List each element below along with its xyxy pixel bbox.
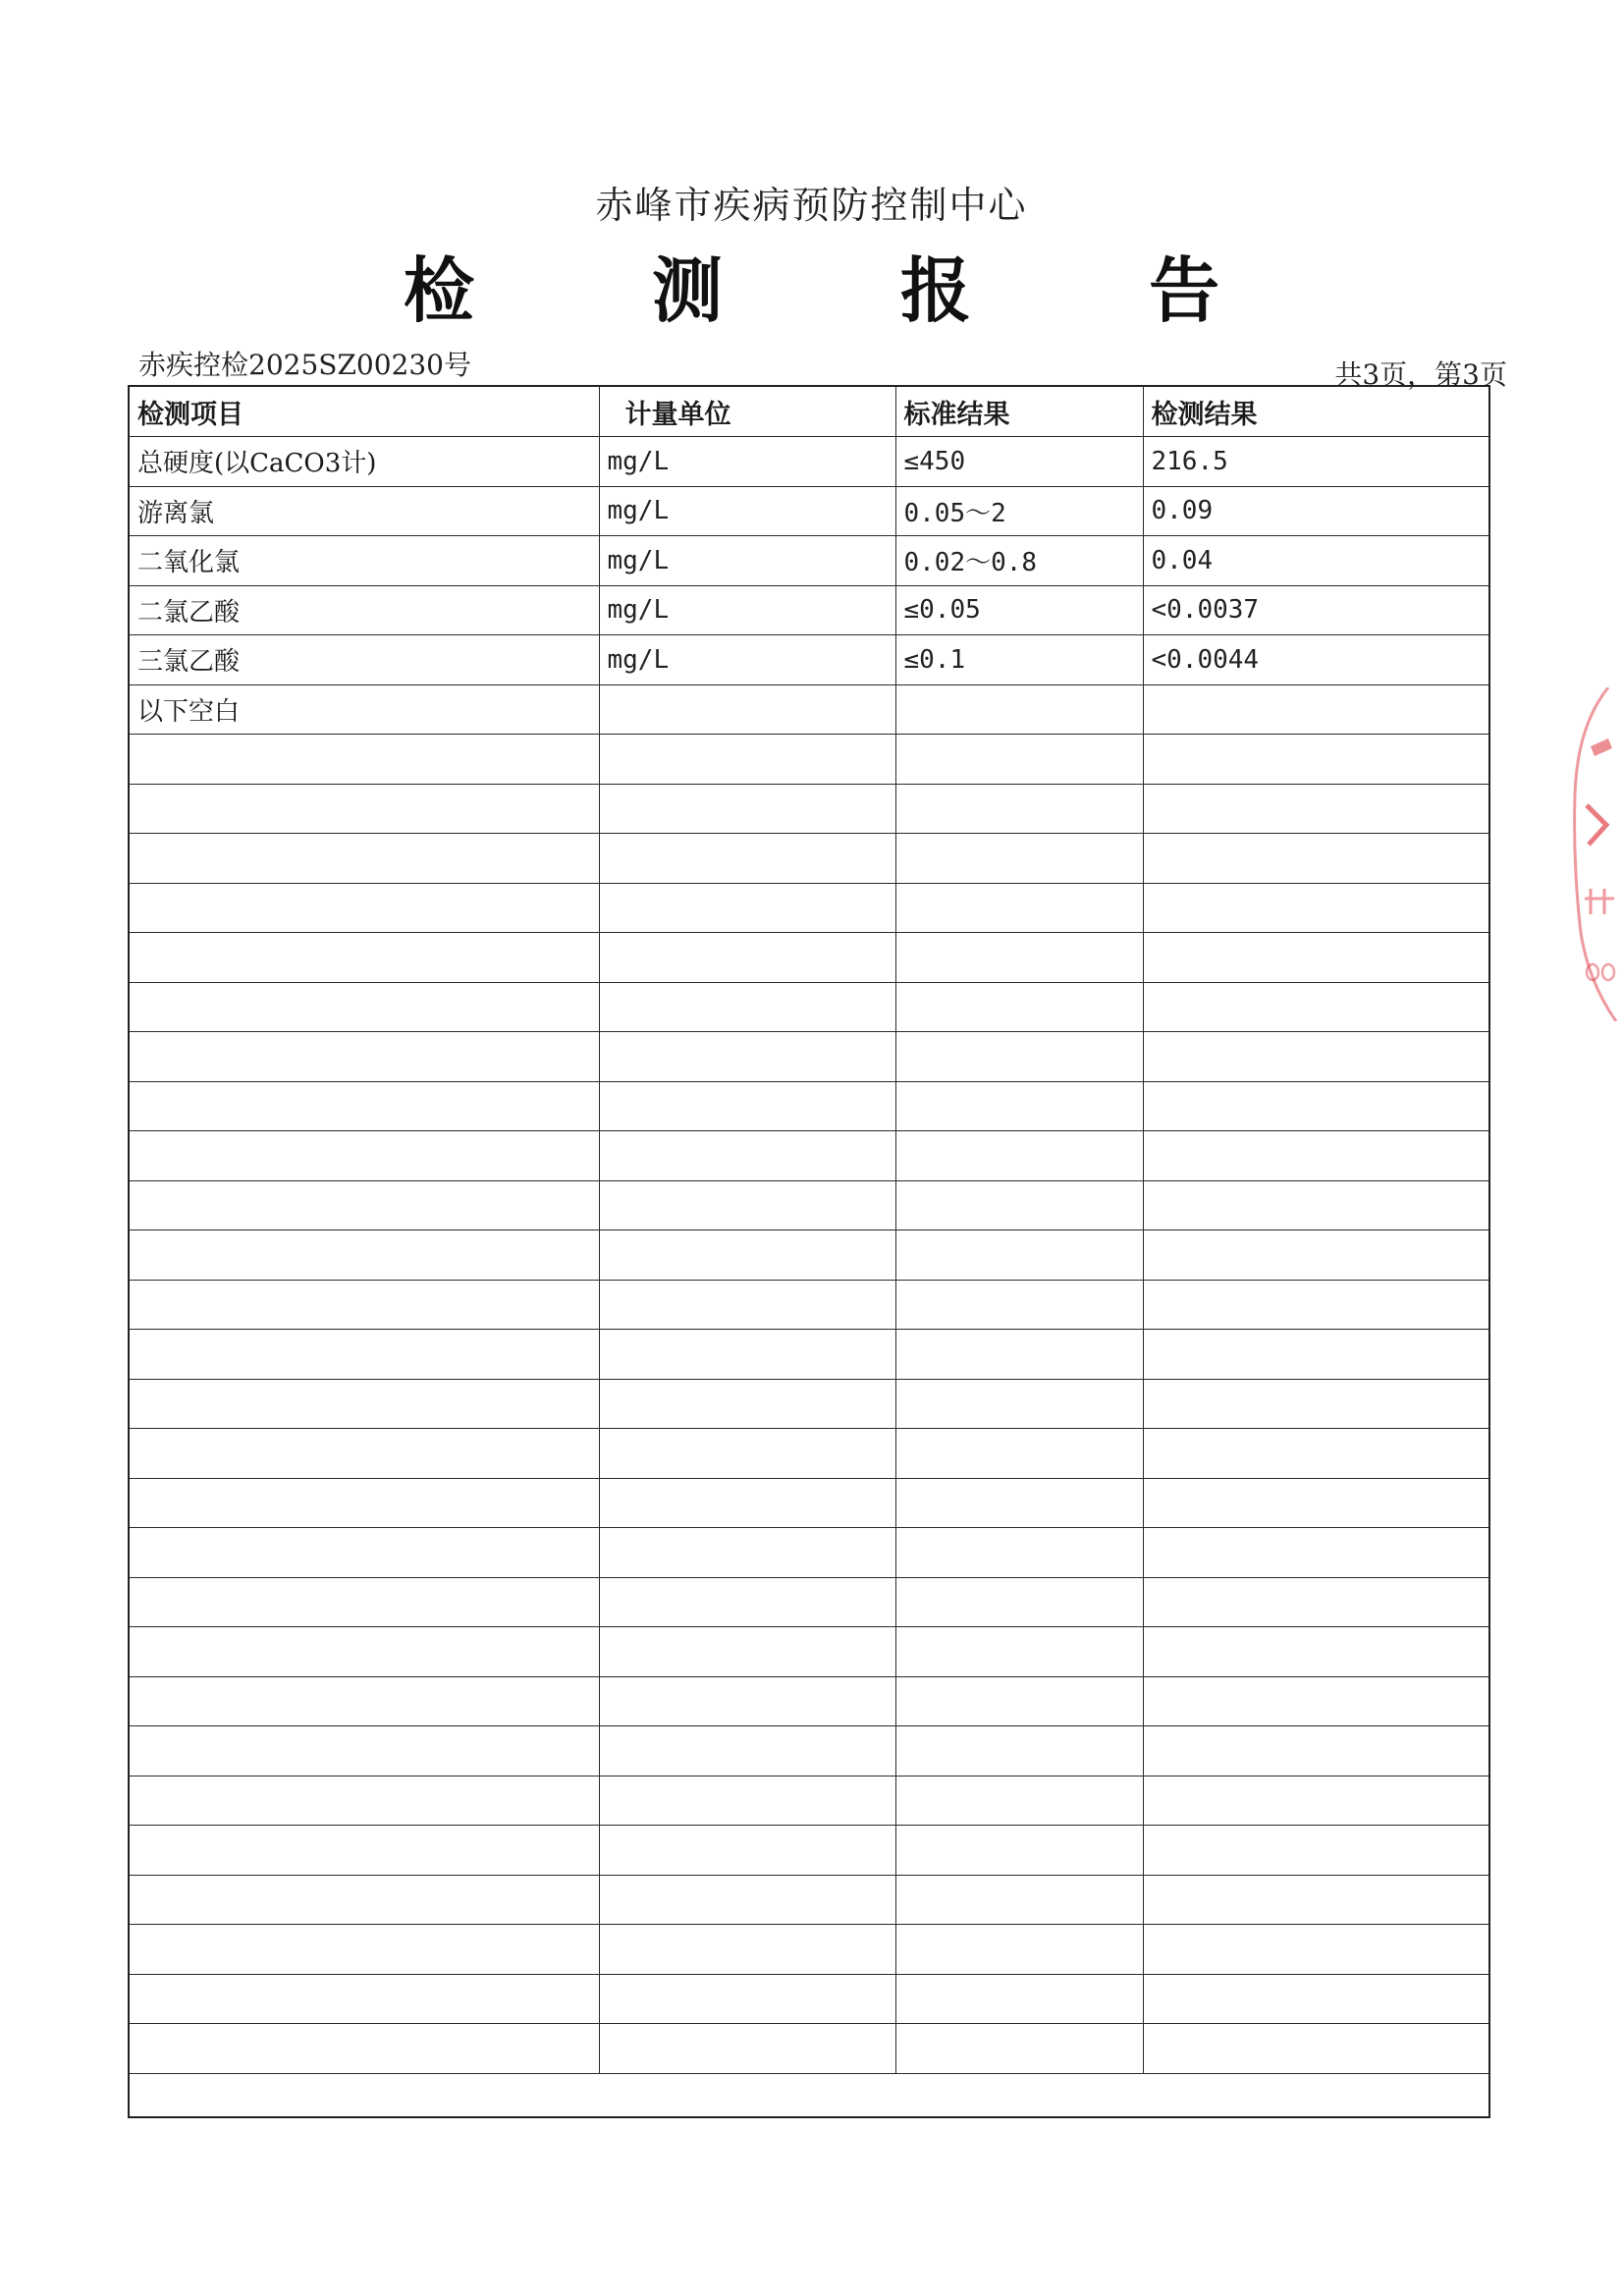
col-header-result: 检测结果 <box>1143 387 1488 437</box>
standard-cell: ≤0.1 <box>895 635 1143 685</box>
empty-cell <box>1143 1478 1488 1528</box>
empty-cell <box>895 1627 1143 1677</box>
empty-cell <box>895 1131 1143 1181</box>
item-cell: 二氧化氯 <box>130 536 599 586</box>
empty-row <box>130 1280 1488 1330</box>
table-row <box>130 635 1488 685</box>
empty-cell <box>599 883 895 933</box>
empty-cell <box>895 1478 1143 1528</box>
empty-cell <box>895 684 1143 735</box>
empty-row <box>130 1577 1488 1627</box>
empty-cell <box>895 1280 1143 1330</box>
table-row <box>130 585 1488 635</box>
empty-cell <box>599 1330 895 1380</box>
empty-row <box>130 2024 1488 2074</box>
empty-cell <box>599 1974 895 2024</box>
empty-cell <box>599 784 895 834</box>
table-row <box>130 684 1488 735</box>
document-title: 检 测 报 告 <box>403 248 1297 332</box>
empty-cell <box>130 1627 599 1677</box>
empty-cell <box>895 784 1143 834</box>
empty-row <box>130 1180 1488 1230</box>
empty-cell <box>895 834 1143 884</box>
unit-cell: mg/L <box>599 486 895 536</box>
empty-cell <box>895 1726 1143 1777</box>
empty-cell <box>1143 1131 1488 1181</box>
empty-cell <box>130 834 599 884</box>
empty-cell <box>599 1280 895 1330</box>
empty-cell <box>1143 1280 1488 1330</box>
empty-cell <box>130 1081 599 1131</box>
empty-cell <box>1143 1826 1488 1876</box>
empty-cell <box>895 1230 1143 1281</box>
empty-row <box>130 982 1488 1032</box>
organization-name: 赤峰市疾病预防控制中心 <box>595 184 1028 227</box>
empty-cell <box>599 1429 895 1479</box>
col-header-unit: 计量单位 <box>599 387 895 437</box>
empty-row <box>130 735 1488 785</box>
empty-cell <box>599 684 895 735</box>
standard-cell: ≤450 <box>895 437 1143 487</box>
empty-cell <box>130 982 599 1032</box>
empty-cell <box>895 982 1143 1032</box>
empty-cell <box>599 1627 895 1677</box>
empty-cell <box>130 1826 599 1876</box>
empty-cell <box>1143 1776 1488 1826</box>
empty-cell <box>1143 1081 1488 1131</box>
empty-cell <box>130 1180 599 1230</box>
empty-row <box>130 1676 1488 1726</box>
empty-cell <box>895 933 1143 983</box>
stamp-icon <box>1569 687 1623 1021</box>
empty-row <box>130 1131 1488 1181</box>
standard-cell: 0.02～0.8 <box>895 536 1143 586</box>
empty-cell <box>1143 1875 1488 1925</box>
empty-row <box>130 1974 1488 2024</box>
empty-rows <box>130 735 1488 2074</box>
empty-cell <box>895 883 1143 933</box>
empty-cell <box>1143 883 1488 933</box>
empty-row <box>130 1379 1488 1429</box>
empty-cell <box>130 1875 599 1925</box>
item-cell: 三氯乙酸 <box>130 635 599 685</box>
empty-cell <box>130 1429 599 1479</box>
empty-cell <box>895 1925 1143 1975</box>
empty-cell <box>130 1032 599 1082</box>
empty-cell <box>1143 1330 1488 1380</box>
empty-cell <box>130 1577 599 1627</box>
item-cell: 总硬度(以CaCO3计) <box>130 437 599 487</box>
empty-row <box>130 1528 1488 1578</box>
report-number: 赤疾控检2025SZ00230号 <box>138 349 471 381</box>
empty-cell <box>599 1131 895 1181</box>
empty-cell <box>1143 1726 1488 1777</box>
empty-cell <box>1143 1429 1488 1479</box>
unit-cell: mg/L <box>599 635 895 685</box>
page-indicator: 共3页，第3页 <box>1334 358 1507 391</box>
empty-row <box>130 1627 1488 1677</box>
result-cell: 216.5 <box>1143 437 1488 487</box>
empty-cell <box>599 1032 895 1082</box>
empty-cell <box>599 2024 895 2074</box>
empty-cell <box>895 2024 1143 2074</box>
empty-cell <box>1143 1032 1488 1082</box>
empty-cell <box>130 1330 599 1380</box>
item-cell: 游离氯 <box>130 486 599 536</box>
empty-cell <box>130 1131 599 1181</box>
blank-note-cell: 以下空白 <box>130 684 599 735</box>
standard-cell: 0.05～2 <box>895 486 1143 536</box>
unit-cell: mg/L <box>599 437 895 487</box>
empty-cell <box>130 1776 599 1826</box>
empty-row <box>130 1032 1488 1082</box>
empty-cell <box>895 1429 1143 1479</box>
empty-cell <box>1143 784 1488 834</box>
empty-cell <box>1143 1925 1488 1975</box>
empty-cell <box>895 1875 1143 1925</box>
unit-cell: mg/L <box>599 585 895 635</box>
empty-row <box>130 784 1488 834</box>
empty-row <box>130 1478 1488 1528</box>
empty-cell <box>895 1776 1143 1826</box>
empty-cell <box>1143 834 1488 884</box>
empty-row <box>130 933 1488 983</box>
empty-cell <box>895 1032 1143 1082</box>
results-grid <box>130 387 1488 2074</box>
empty-cell <box>130 1478 599 1528</box>
empty-row <box>130 1925 1488 1975</box>
result-cell: <0.0044 <box>1143 635 1488 685</box>
empty-cell <box>130 735 599 785</box>
result-cell: 0.09 <box>1143 486 1488 536</box>
empty-cell <box>599 1676 895 1726</box>
item-cell: 二氯乙酸 <box>130 585 599 635</box>
empty-cell <box>599 1230 895 1281</box>
empty-cell <box>130 1230 599 1281</box>
empty-cell <box>599 1577 895 1627</box>
empty-cell <box>599 982 895 1032</box>
empty-cell <box>1143 1230 1488 1281</box>
col-header-item: 检测项目 <box>130 387 599 437</box>
result-cell: 0.04 <box>1143 536 1488 586</box>
empty-cell <box>895 1330 1143 1380</box>
empty-cell <box>599 1528 895 1578</box>
empty-cell <box>599 1826 895 1876</box>
empty-cell <box>130 784 599 834</box>
empty-cell <box>130 1925 599 1975</box>
empty-cell <box>130 2024 599 2074</box>
table-header-row <box>130 387 1488 437</box>
empty-cell <box>599 1726 895 1777</box>
empty-cell <box>895 1826 1143 1876</box>
standard-cell: ≤0.05 <box>895 585 1143 635</box>
empty-cell <box>895 735 1143 785</box>
empty-cell <box>599 1478 895 1528</box>
empty-cell <box>895 1577 1143 1627</box>
empty-cell <box>895 1676 1143 1726</box>
empty-cell <box>130 1974 599 2024</box>
empty-cell <box>1143 1577 1488 1627</box>
empty-cell <box>1143 1676 1488 1726</box>
empty-row <box>130 1875 1488 1925</box>
result-cell: <0.0037 <box>1143 585 1488 635</box>
empty-cell <box>1143 2024 1488 2074</box>
unit-cell: mg/L <box>599 536 895 586</box>
empty-row <box>130 834 1488 884</box>
empty-cell <box>599 1875 895 1925</box>
empty-cell <box>895 1379 1143 1429</box>
table-row <box>130 437 1488 487</box>
results-table <box>128 385 1490 2118</box>
empty-row <box>130 1826 1488 1876</box>
empty-cell <box>1143 1180 1488 1230</box>
empty-cell <box>1143 933 1488 983</box>
empty-cell <box>1143 1379 1488 1429</box>
empty-cell <box>599 1081 895 1131</box>
empty-cell <box>130 883 599 933</box>
empty-row <box>130 1081 1488 1131</box>
empty-cell <box>1143 684 1488 735</box>
empty-cell <box>599 933 895 983</box>
empty-cell <box>130 1379 599 1429</box>
empty-cell <box>895 1180 1143 1230</box>
empty-cell <box>1143 735 1488 785</box>
empty-row <box>130 1776 1488 1826</box>
empty-cell <box>895 1081 1143 1131</box>
empty-cell <box>130 1726 599 1777</box>
empty-cell <box>130 1676 599 1726</box>
empty-cell <box>130 933 599 983</box>
empty-cell <box>130 1528 599 1578</box>
empty-row <box>130 1726 1488 1777</box>
empty-cell <box>599 735 895 785</box>
empty-row <box>130 1330 1488 1380</box>
empty-cell <box>599 1379 895 1429</box>
empty-cell <box>1143 982 1488 1032</box>
empty-cell <box>1143 1974 1488 2024</box>
empty-cell <box>599 1180 895 1230</box>
empty-cell <box>895 1974 1143 2024</box>
empty-cell <box>599 1925 895 1975</box>
empty-cell <box>1143 1528 1488 1578</box>
empty-row <box>130 1429 1488 1479</box>
empty-row <box>130 1230 1488 1281</box>
empty-cell <box>1143 1627 1488 1677</box>
empty-cell <box>895 1528 1143 1578</box>
table-row <box>130 486 1488 536</box>
table-row <box>130 536 1488 586</box>
empty-row <box>130 883 1488 933</box>
empty-cell <box>599 1776 895 1826</box>
empty-cell <box>599 834 895 884</box>
empty-cell <box>130 1280 599 1330</box>
col-header-standard: 标准结果 <box>895 387 1143 437</box>
